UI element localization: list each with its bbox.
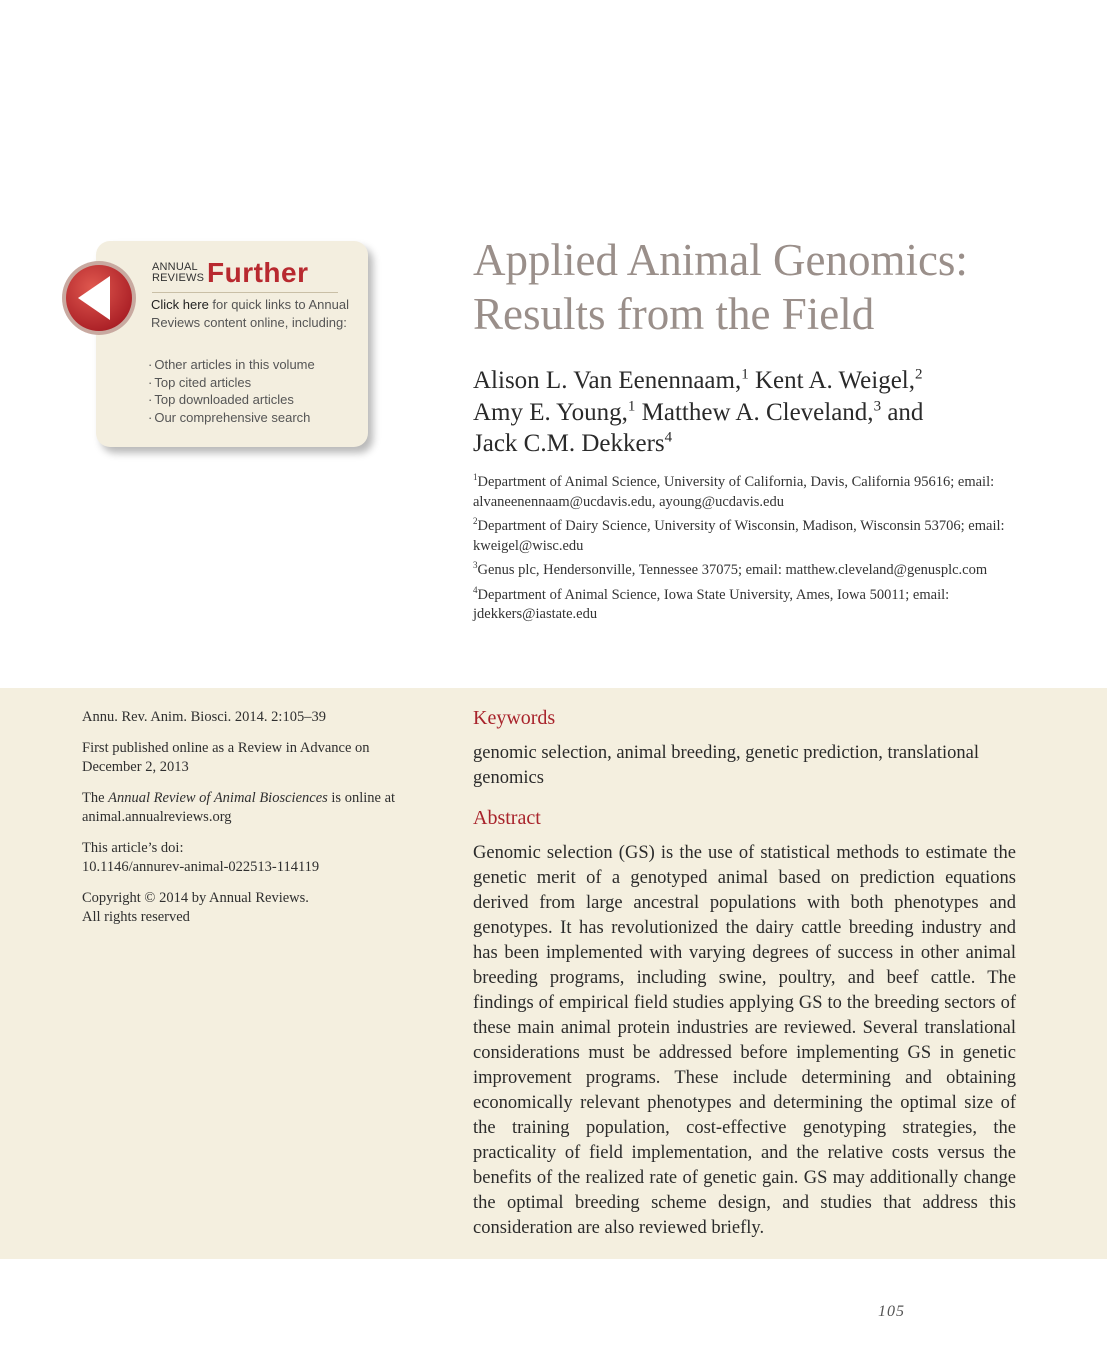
back-arrow-icon[interactable] [60, 259, 138, 337]
affiliations [473, 473, 1053, 630]
author-list [473, 365, 1033, 460]
keywords-text: genomic selection, animal breeding, genetic prediction, translational genomics [473, 743, 980, 788]
author-name: Jack C.M. Dekkers [473, 430, 665, 457]
doi-value[interactable]: 10.1146/annurev-animal-022513-114119 [82, 859, 320, 875]
author-name: Alison L. Van Eenennaam, [473, 367, 742, 394]
affiliation: $^2$Department of Dairy Science, University of Wisconsin, Madison, Wisconsin 53706; email: kweigel@wisc.edu [473, 516, 1005, 554]
author-sup: 3 [873, 398, 882, 415]
author-conjunction: and [887, 398, 924, 426]
article-title: Applied Animal Genomics: Results from the Field [473, 235, 968, 339]
further-link-top-downloaded[interactable]: · Top downloaded articles [148, 391, 315, 409]
first-published: First published online as a Review in Advance on December 2, 2013 [82, 739, 370, 775]
further-links-list [148, 356, 315, 426]
page-number: 105 [878, 1303, 905, 1320]
citation: Annu. Rev. Anim. Biosci. 2014. 2:105–39 [82, 709, 326, 725]
affiliation: $^1$Department of Animal Science, University of California, Davis, California 95616; email: alvaneenennaam@ucdavis.edu, ayoung@ucdavis.edu [473, 472, 995, 510]
author-name: Amy E. Young, [473, 398, 628, 426]
affiliation: $^4$Department of Animal Science, Iowa State University, Ames, Iowa 50011; email: jdekkers@iastate.edu [473, 584, 950, 622]
doi: This article’s doi: 10.1146/annurev-animal-022513-114119 [82, 839, 320, 875]
further-link-top-cited[interactable]: · Top cited articles [148, 374, 315, 392]
copyright: Copyright © 2014 by Annual Reviews. All rights reserved [82, 889, 309, 925]
online-availability: The Annual Review of Animal Biosciences is online at animal.annualreviews.org [82, 789, 396, 825]
click-here-link[interactable]: Click here [151, 297, 209, 312]
journal-name: Annual Review of Animal Biosciences [108, 789, 328, 806]
author-name: Kent A. Weigel, [754, 367, 915, 394]
author-sup: 4 [664, 429, 673, 446]
author-sup: 2 [914, 366, 923, 383]
further-heading: Further [207, 257, 309, 288]
annual-reviews-logo: ANNUAL REVIEWS [152, 261, 205, 284]
article-metadata [82, 708, 412, 939]
further-intro-text: for quick links to Annual Reviews content online, including: [151, 297, 349, 330]
author-sup: 1 [741, 366, 749, 383]
author-sup: 1 [627, 398, 636, 415]
divider [152, 292, 338, 293]
keywords-heading: Keywords [473, 707, 556, 729]
further-link-search[interactable]: · Our comprehensive search [148, 409, 315, 427]
further-link-other-articles[interactable]: · Other articles in this volume [148, 356, 315, 374]
abstract-text: Genomic selection (GS) is the use of statistical methods to estimate the genetic merit of a genotyped animal based on prediction equations derived from large ancestral populations with both phenotypes and genotypes. It has revolutionized the dairy cattle breeding industry and has been implemented with varying degrees of success in other animal breeding programs, including swine, poultry, and beef cattle. The findings of empirical field studies applying GS to the breeding sectors of these main animal protein industries are reviewed. Several translational considerations must be addressed before implementing GS in genetic improvement programs. These include determining and obtaining economically relevant phenotypes and determining the optimal size of the training population, cost-effective genotyping strategies, the practicality of field implementation, and the relative costs versus the benefits of the realized rate of genetic gain. GS may additionally change the optimal breeding scheme design, and studies that address this consideration are also reviewed briefly. [473, 843, 1016, 1238]
further-intro [151, 296, 351, 331]
affiliation: $^3$Genus plc, Hendersonville, Tennessee 37075; email: matthew.cleveland@genusplc.com [473, 560, 988, 578]
abstract-heading: Abstract [473, 807, 541, 829]
author-name: Matthew A. Cleveland, [641, 398, 874, 426]
